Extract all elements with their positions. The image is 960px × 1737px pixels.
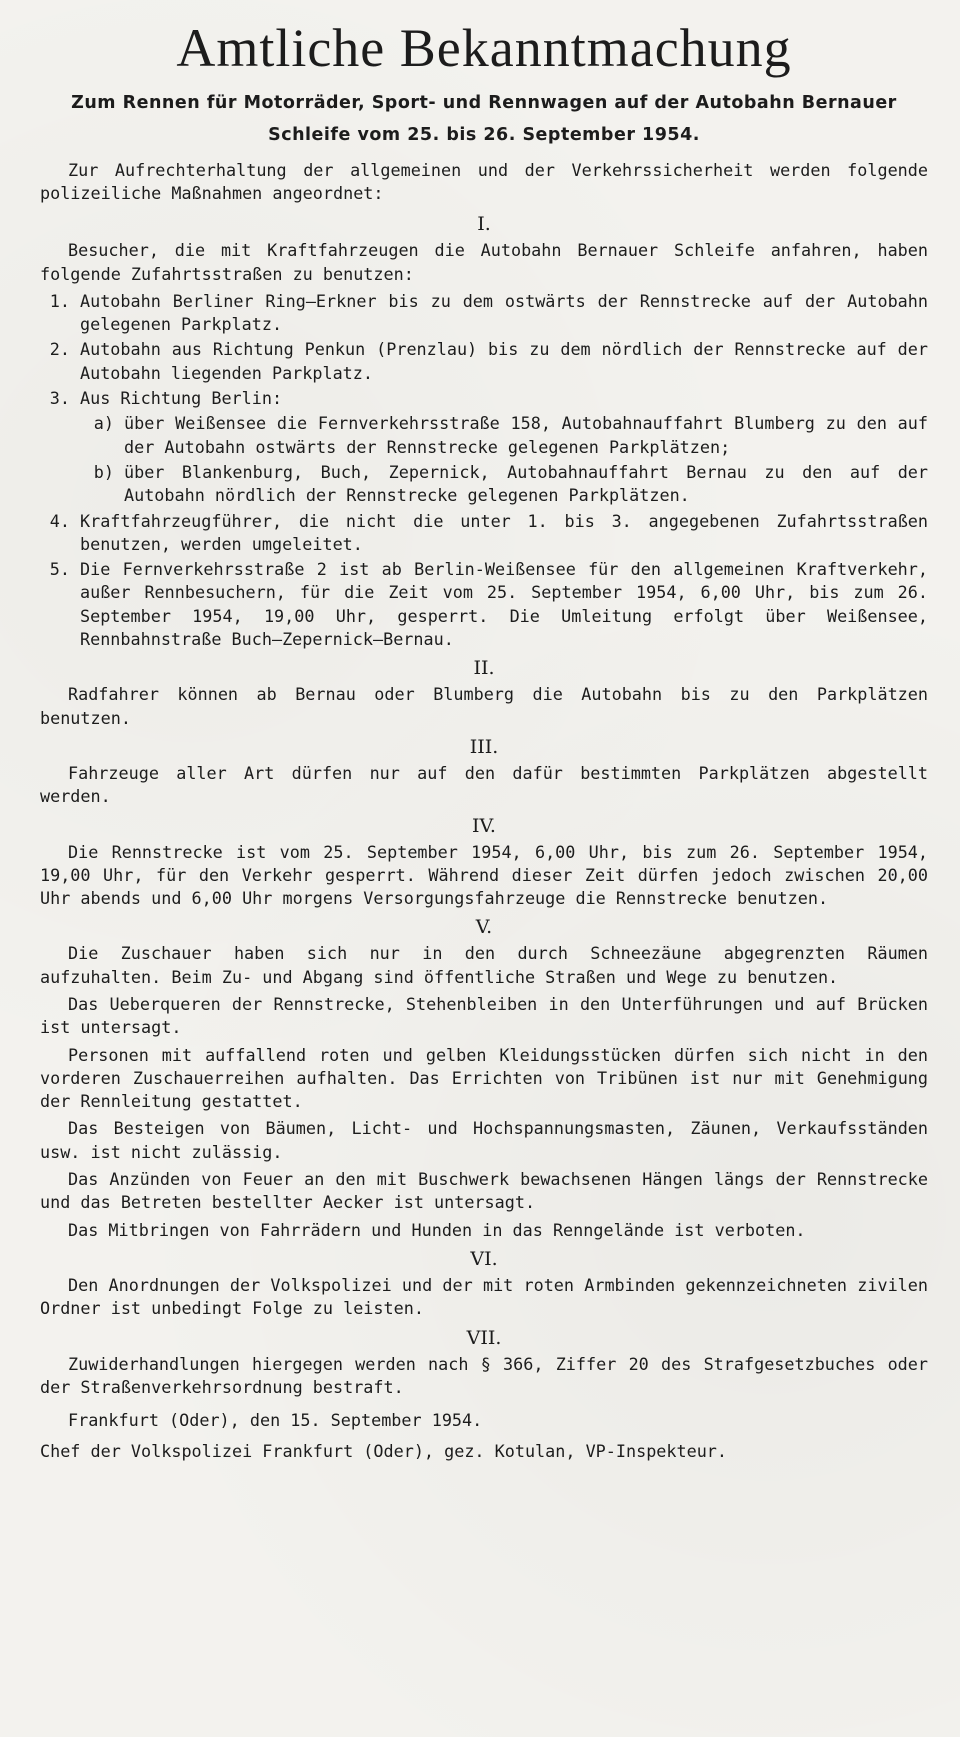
sub-list xyxy=(40,412,928,507)
list-item-number: 1. xyxy=(49,290,70,311)
list-item xyxy=(40,290,928,337)
sub-list-item-letter: b) xyxy=(93,461,114,482)
section-6-numeral: VI. xyxy=(470,1247,498,1270)
section-7-text: Zuwiderhandlungen hiergegen werden nach § 366, Ziffer 20 des Strafgesetzbuches oder der Straßenverkehrsordnung bestraft. xyxy=(40,1353,928,1397)
list-item-number: 5. xyxy=(49,559,70,580)
section-5-paragraph: Das Besteigen von Bäumen, Licht- und Hochspannungsmasten, Zäunen, Verkaufsständen usw. ist nicht zulässig. xyxy=(40,1118,928,1162)
section-5-paragraph: Die Zuschauer haben sich nur in den durch Schneezäune abgegrenzten Räumen aufzuhalten. Beim Zu- und Abgang sind öffentliche Straßen und Wege zu benutzen. xyxy=(40,943,928,987)
section-3-numeral: III. xyxy=(469,735,499,758)
section-6-text: Den Anordnungen der Volkspolizei und der mit roten Armbinden gekennzeichneten zivilen Ordner ist unbedingt Folge zu leisten. xyxy=(40,1274,928,1319)
sub-list-item-text: über Blankenburg, Buch, Zepernick, Autobahnauffahrt Bernau zu den auf der Autobahn nördlich der Rennstrecke gelegenen Parkplätzen. xyxy=(124,461,928,506)
section-5-paragraph: Das Ueberqueren der Rennstrecke, Stehenbleiben in den Unterführungen und auf Brücken ist untersagt. xyxy=(40,994,928,1038)
section-2-numeral: II. xyxy=(473,657,495,680)
list-item xyxy=(40,387,928,410)
notice-body xyxy=(40,159,928,1464)
sub-list-item-text: über Weißensee die Fernverkehrsstraße 158, Autobahnauffahrt Blumberg zu den auf der Autobahn ostwärts der Rennstrecke gelegenen Parkplätzen; xyxy=(124,413,928,457)
section-2-text: Radfahrer können ab Bernau oder Blumberg die Autobahn bis zu den Parkplätzen benutzen. xyxy=(40,684,928,728)
section-5-paragraph: Personen mit auffallend roten und gelben Kleidungsstücken dürfen sich nicht in den vorderen Zuschauerreihen aufhalten. Das Errichten von Tribünen ist nur mit Genehmigung der Rennleitung gestattet. xyxy=(40,1044,928,1112)
list-item-text: Kraftfahrzeugführer, die nicht die unter 1. bis 3. angegebenen Zufahrtsstraßen benutzen, werden umgeleitet. xyxy=(80,510,928,554)
sub-list-item-letter: a) xyxy=(93,413,114,434)
intro-paragraph: Zur Aufrechterhaltung der allgemeinen und der Verkehrssicherheit werden folgende polizeiliche Maßnahmen angeordnet: xyxy=(40,159,928,203)
list-item-number: 4. xyxy=(49,510,70,531)
section-4-text: Die Rennstrecke ist vom 25. September 1954, 6,00 Uhr, bis zum 26. September 1954, 19,00 Uhr, für den Verkehr gesperrt. Während dieser Zeit dürfen jedoch zwischen 20,00 Uhr abends und 6,00 Uhr morgens Versorgungsfahrzeuge die Rennstrecke benutzen. xyxy=(40,841,928,909)
list-item-number: 2. xyxy=(49,339,70,360)
section-1-list xyxy=(40,290,928,651)
section-5-numeral: V. xyxy=(475,916,493,939)
section-1-lead: Besucher, die mit Kraftfahrzeugen die Autobahn Bernauer Schleife anfahren, haben folgende Zufahrtsstraßen zu benutzen: xyxy=(40,240,928,284)
list-item xyxy=(40,558,928,651)
list-item-number: 3. xyxy=(49,388,70,409)
section-5-paragraph: Das Mitbringen von Fahrrädern und Hunden in das Renngelände ist verboten. xyxy=(68,1219,806,1240)
section-5-paragraph: Das Anzünden von Feuer an den mit Buschwerk bewachsenen Hängen längs der Rennstrecke und das Betreten bestellter Aecker ist untersagt. xyxy=(40,1169,928,1213)
signature-line: Chef der Volkspolizei Frankfurt (Oder), gez. Kotulan, VP-Inspekteur. xyxy=(40,1441,728,1462)
headline: Amtliche Bekanntmachung xyxy=(176,18,792,78)
list-item-text: Die Fernverkehrsstraße 2 ist ab Berlin-Weißensee für den allgemeinen Kraftverkehr, außer Rennbesuchern, für die Zeit vom 25. September 1954, 6,00 Uhr, bis zum 26. September 1954, 19,00 Uhr, gesperrt. Die Umleitung erfolgt über Weißensee, Rennbahnstraße Buch—Zepernick—Bernau. xyxy=(80,559,928,650)
list-item xyxy=(40,338,928,385)
sub-list-item xyxy=(80,412,928,459)
section-1-numeral: I. xyxy=(477,213,491,236)
list-item-text: Autobahn aus Richtung Penkun (Prenzlau) bis zu dem nördlich der Rennstrecke auf der Autobahn liegenden Parkplatz. xyxy=(80,339,928,383)
section-3-text: Fahrzeuge aller Art dürfen nur auf den dafür bestimmten Parkplätzen abgestellt werden. xyxy=(40,762,928,807)
list-item-text: Autobahn Berliner Ring—Erkner bis zu dem ostwärts der Rennstrecke auf der Autobahn gelegenen Parkplatz. xyxy=(80,290,928,335)
subheading: Zum Rennen für Motorräder, Sport- und Rennwagen auf der Autobahn Bernauer Schleife vom 25. bis 26. September 1954. xyxy=(71,92,897,145)
list-item xyxy=(40,510,928,557)
section-7-numeral: VII. xyxy=(466,1326,502,1349)
sub-list-item xyxy=(80,461,928,508)
place-date: Frankfurt (Oder), den 15. September 1954. xyxy=(68,1410,483,1431)
section-4-numeral: IV. xyxy=(472,814,496,837)
list-item-text: Aus Richtung Berlin: xyxy=(80,388,283,409)
